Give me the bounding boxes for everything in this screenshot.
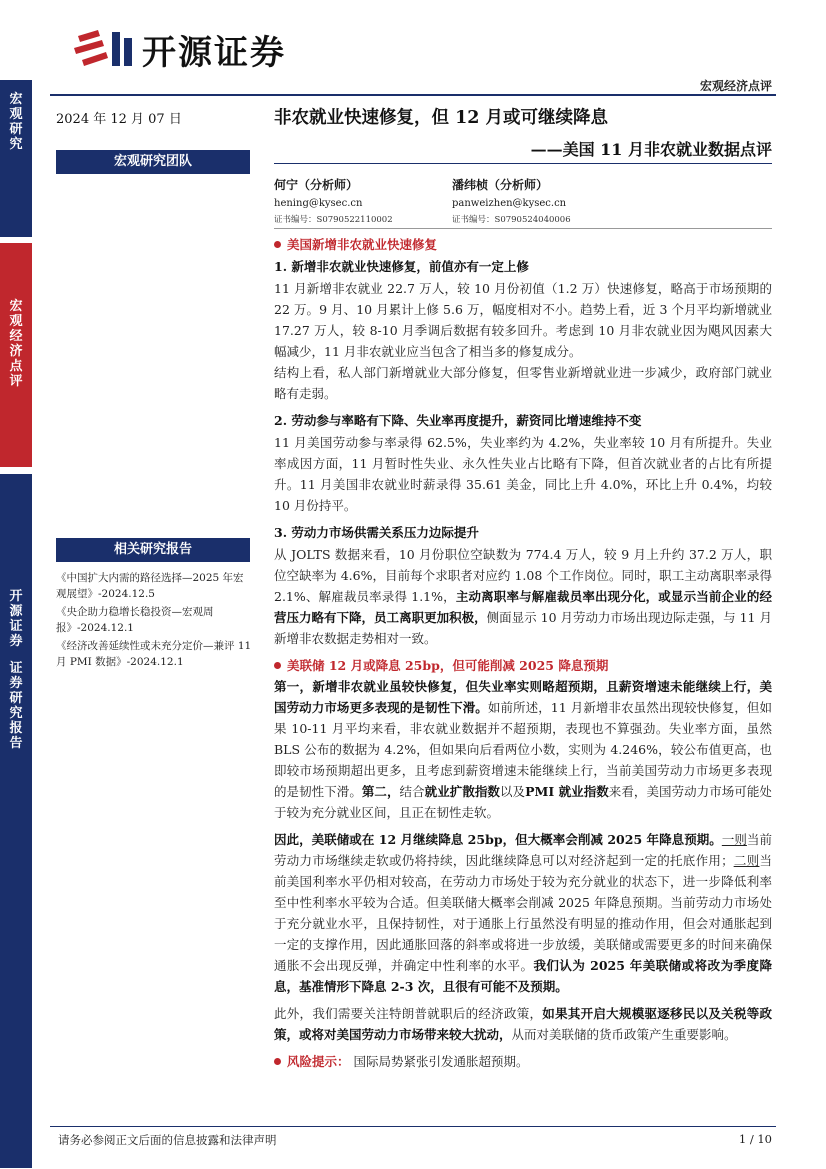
title-divider — [274, 163, 772, 164]
paragraph: 11 月新增非农就业 22.7 万人，较 10 月份初值（1.2 万）快速修复，略高于市场预期的 22 万。9 月、10 月累计上修 5.6 万，幅度相对不小。趋势上看，近 3 个月平均新增就业 17.27 万人，较 8-10 月季调后数据有较多回升。考虑到 10 月非农就业因为飓风因素大幅减少，11 月非农就业应当包含了相当多的修复成分。 结构上看，私人部门新增就业大部分修复，但零售业新增就业进一步减少，政府部门就业略有走弱。 — [274, 281, 772, 401]
logo-mark-icon — [72, 26, 138, 72]
page-number: 1 / 10 — [738, 1132, 772, 1146]
section-heading: 2. 劳动参与率略有下降、失业率再度提升，薪资同比增速维持不变 — [274, 413, 642, 428]
paragraph: 此外，我们需要关注特朗普就职后的经济政策，如果其开启大规模驱逐移民以及关税等政策，或将对美国劳动力市场带来较大扰动，从而对美联储的货币政策产生重要影响。 — [274, 1006, 772, 1042]
paragraph: 因此，美联储或在 12 月继续降息 25bp，但大概率会削减 2025 年降息预期。一则当前劳动力市场继续走软或仍将持续，因此继续降息可以对经济起到一定的托底作用；二则当前美国利率水平仍相对较高，在劳动力市场处于较为充分就业的状态下，进一步降低利率至中性利率水平较为合适。但美联储大概率会削减 2025 年降息预期。当前劳动力市场处于充分就业水平，且保持韧性，对于通胀上行虽然没有明显的推动作用，但会对通胀起到一定的支撑作用，因此通胀回落的斜率或将进一步放缓，美联储或需要更多的时间来确保通胀不会出现反弹，并确定中性利率的水平。我们认为 2025 年美联储或将改为季度降息，基准情形下降息 2-3 次，且很有可能不及预期。 — [274, 832, 772, 994]
page-subtitle: ——美国 11 月非农就业数据点评 — [530, 140, 772, 159]
company-logo — [72, 26, 286, 72]
bullet-dot-icon — [274, 241, 281, 248]
report-body — [274, 234, 772, 1072]
analyst-name: 潘纬桢（分析师） — [452, 178, 549, 192]
edge-bar-bottom: 开 源 证 券 证 券 研 究 报 告 — [0, 474, 32, 1168]
analyst-divider — [274, 228, 772, 229]
report-date: 2024 年 12 月 07 日 — [56, 112, 182, 127]
analyst-email[interactable]: panweizhen@kysec.cn — [452, 198, 567, 209]
analyst-name: 何宁（分析师） — [274, 178, 359, 192]
related-reports-list — [56, 570, 252, 672]
analyst-email[interactable]: hening@kysec.cn — [274, 198, 363, 209]
section-bullet-heading: 美国新增非农就业快速修复 — [274, 234, 772, 255]
section-heading: 1. 新增非农就业快速修复，前值亦有一定上修 — [274, 259, 529, 274]
footer-disclaimer: 请务必参阅正文后面的信息披露和法律声明 — [58, 1133, 277, 1147]
team-title: 宏观研究团队 — [56, 150, 250, 174]
related-report-item[interactable]: 《经济改善延续性或未充分定价—兼评 11 月 PMI 数据》-2024.12.1 — [56, 640, 252, 668]
section-bullet-heading: 美联储 12 月或降息 25bp，但可能削减 2025 降息预期 — [274, 655, 772, 676]
report-type: 宏观经济点评 — [699, 79, 772, 93]
edge-bar-mid: 宏 观 经 济 点 评 — [0, 243, 32, 467]
header-divider — [50, 94, 776, 96]
related-reports-title: 相关研究报告 — [56, 538, 250, 562]
footer-divider — [50, 1126, 776, 1127]
analyst-cert: 证书编号：S0790524040006 — [452, 215, 571, 225]
analyst-card — [274, 177, 444, 228]
analyst-cert: 证书编号：S0790522110002 — [274, 215, 393, 225]
paragraph: 第一，新增非农就业虽较快修复，但失业率实则略超预期，且薪资增速未能继续上行，美国劳动力市场更多表现的是韧性下滑。如前所述，11 月新增非农虽然出现较快修复，但如果 10-11 月平均来看，非农就业数据并不超预期，表现也不算强劲。失业率方面，虽然 BLS 公布的数据为 4.2%，但如果向后看两位小数，实则为 4.246%，较公布值更高，也即较市场预期超出更多，且考虑到薪资增速未能继续上行，当前美国劳动力市场更多表现的是韧性下滑。第二，结合就业扩散指数以及PMI 就业指数来看，美国劳动力市场可能处于较为充分就业区间，且正在韧性走软。 — [274, 679, 772, 820]
analyst-card — [452, 177, 622, 228]
related-report-item[interactable]: 《中国扩大内需的路径选择—2025 年宏观展望》-2024.12.5 — [56, 572, 244, 600]
paragraph: 从 JOLTS 数据来看，10 月份职位空缺数为 774.4 万人，较 9 月上升约 37.2 万人，职位空缺率为 4.6%，目前每个求职者对应约 1.08 个工作岗位。同时，职工主动离职率录得 2.1%、解雇裁员率录得 1.1%，主动离职率与解雇裁员率出现分化，或显示当前企业的经营压力略有下降，员工离职更加积极，侧面显示 10 月劳动力市场出现边际走强，与 11 月新增非农数据走势相对一致。 — [274, 547, 772, 646]
page-title: 非农就业快速修复，但 12 月或可继续降息 — [274, 108, 609, 128]
edge-bar-top: 宏 观 研 究 — [0, 80, 32, 237]
paragraph: 11 月美国劳动参与率录得 62.5%，失业率约为 4.2%，失业率较 10 月有所提升。失业率成因方面，11 月暂时性失业、永久性失业占比略有下降，但首次就业者的占比有所提升。11 月美国非农就业时薪录得 35.61 美金，同比上升 4.0%，环比上升 0.4%，均较 10 月份持平。 — [274, 435, 772, 513]
risk-warning: 风险提示： 国际局势紧张引发通胀超预期。 — [274, 1051, 772, 1072]
bullet-dot-icon — [274, 662, 281, 669]
section-heading: 3. 劳动力市场供需关系压力边际提升 — [274, 525, 479, 540]
related-report-item[interactable]: 《央企助力稳增长稳投资—宏观周报》-2024.12.1 — [56, 606, 214, 634]
logo-text: 开源证券 — [142, 32, 286, 73]
bullet-dot-icon — [274, 1058, 281, 1065]
